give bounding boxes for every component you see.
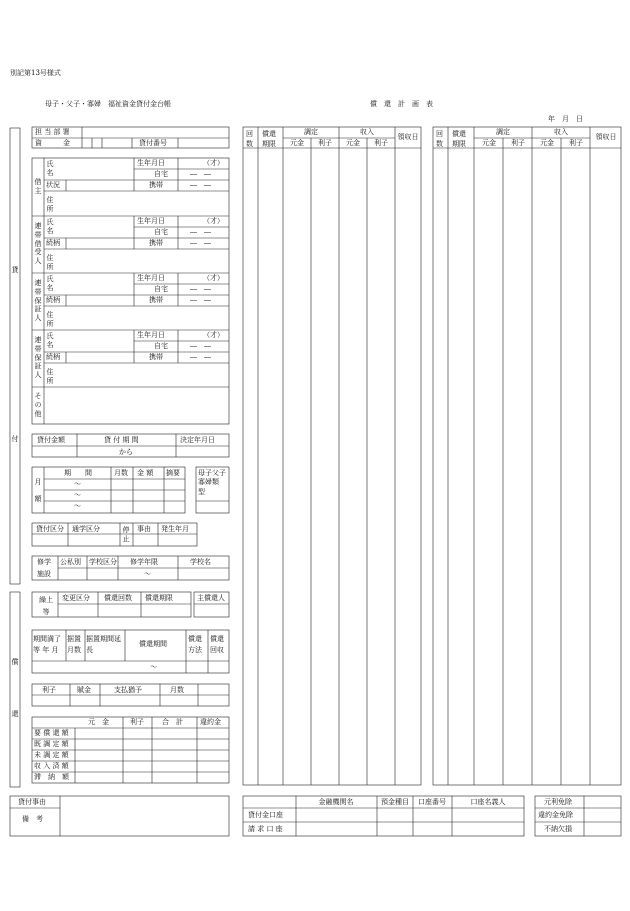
- schedule2-times-header: 回数: [436, 130, 443, 148]
- monthly-label: 月額: [34, 478, 42, 503]
- guarantor1-name-label: 氏名: [46, 275, 54, 292]
- monthly-tilde-3: ～: [74, 502, 81, 510]
- amounts-interest-header: 利子: [130, 718, 144, 726]
- bank-name-header: 金融機関名: [318, 798, 354, 806]
- default-loss-label: 不納欠損: [544, 825, 572, 833]
- schedule1-adjust-header: 調定: [304, 128, 318, 136]
- borrower-birth-label: 生年月日: [137, 159, 165, 167]
- borrower-mobile-dash: ― ―: [190, 181, 211, 189]
- commute-category-label: 通学区分: [72, 525, 100, 533]
- side-label-repay-b: 還: [11, 710, 19, 718]
- facility-label: 施設: [37, 570, 51, 578]
- joint-name-label: 氏名: [46, 218, 54, 235]
- loan-amount-label: 貸付金額: [37, 436, 65, 444]
- monthly-amount-header: 金 額: [137, 469, 154, 477]
- loan-category-label: 貸付区分: [36, 525, 64, 533]
- borrower-mobile-label: 携帯: [149, 181, 163, 189]
- side-label-repay-a: 償: [11, 658, 19, 666]
- account-no-header: 口座番号: [418, 798, 446, 806]
- joint-address-label: 住所: [46, 254, 54, 271]
- school-type-label: 学校区分: [89, 558, 117, 566]
- loan-period-label: 貸 付 期 間: [104, 436, 139, 444]
- schedule2-adjust-principal: 元金: [482, 139, 496, 147]
- change-category-label: 変更区分: [62, 594, 90, 602]
- monthly-tilde-1: ～: [74, 480, 81, 488]
- amounts-row-label: 収 入 済 額: [34, 762, 69, 770]
- guarantor2-mobile-dash: ― ―: [190, 353, 211, 361]
- borrower-status-label: 状況: [46, 181, 60, 189]
- stop-label: 停止: [122, 526, 130, 543]
- study-period-label: 修学年限: [130, 558, 158, 566]
- amounts-row-label: 既 調 定 額: [34, 740, 69, 748]
- amounts-row-label: 滞 納 額: [34, 773, 69, 781]
- borrower-home-dash: ― ―: [190, 170, 211, 178]
- dept-label: 担 当 部 署: [35, 128, 70, 136]
- date-label: 年 月 日: [548, 115, 583, 123]
- decision-date-label: 決定年月日: [180, 436, 215, 444]
- deposit-type-header: 預金種目: [381, 798, 409, 806]
- early-label: 繰上等: [39, 596, 53, 616]
- amounts-penalty-header: 違約金: [200, 718, 221, 726]
- guarantor2-name-label: 氏名: [46, 332, 54, 349]
- guarantor1-home-label: 自宅: [154, 285, 168, 293]
- joint-age-label: （才）: [203, 217, 224, 225]
- amounts-total-header: 合 計: [162, 718, 183, 726]
- schedule-title: 償 還 計 画 表: [370, 100, 433, 108]
- borrower-label: 借主: [34, 178, 42, 195]
- grace-end-label: 期間満了等 年 月: [33, 635, 61, 654]
- guarantor2-age-label: （才）: [203, 331, 224, 339]
- grace-extension-label: 据置期間延 長: [86, 635, 135, 654]
- schedule2-due-header: 償還期限: [452, 130, 466, 148]
- guarantor1-address-label: 住所: [46, 311, 54, 328]
- remarks-label: 備 考: [22, 815, 43, 823]
- main-repayer-label: 主償還人: [197, 594, 225, 602]
- schedule2-income-interest: 利子: [569, 139, 583, 147]
- schedule2-adjust-interest: 利子: [511, 139, 525, 147]
- side-label-loan-a: 貸: [11, 266, 19, 274]
- amounts-row-label: 要 償 還 額: [34, 729, 69, 737]
- schedule2-adjust-header: 調定: [496, 128, 510, 136]
- joint-home-dash: ― ―: [190, 228, 211, 236]
- monthly-months-header: 月数: [114, 469, 128, 477]
- billing-account-label: 請 求 口 座: [248, 825, 283, 833]
- fund-label: 資 金: [35, 139, 70, 147]
- repay-count-label: 償還回数: [104, 594, 132, 602]
- borrower-name-label: 氏名: [46, 160, 54, 177]
- joint-mobile-label: 携帯: [149, 239, 163, 247]
- joint-borrower-label: 連帯借受人: [34, 222, 42, 265]
- guarantor2-address-label: 住所: [46, 368, 54, 385]
- schedule1-receipt-header: 領収日: [397, 133, 419, 141]
- form-number: 別記第13号様式: [10, 69, 61, 77]
- guarantor2-label: 連帯保証人: [34, 336, 42, 379]
- joint-home-label: 自宅: [154, 228, 168, 236]
- schedule2-income-header: 収入: [554, 128, 568, 136]
- amounts-principal-header: 元 金: [88, 718, 109, 726]
- schedule2-income-principal: 元金: [540, 139, 554, 147]
- guarantor1-label: 連帯保証人: [34, 279, 42, 322]
- monthly-summary-header: 摘要: [166, 469, 180, 477]
- guarantor2-mobile-label: 携帯: [149, 353, 163, 361]
- monthly-period-header: 期 間: [64, 469, 92, 477]
- grace-months-label: 据置月数: [67, 635, 81, 654]
- waiver-interest-label: 元利免除: [544, 798, 572, 806]
- other-label: その他: [34, 392, 42, 418]
- hikin-label: 賦金: [77, 686, 91, 694]
- interest-label: 利子: [42, 686, 56, 694]
- schedule1-adjust-interest: 利子: [318, 139, 332, 147]
- guarantor2-home-dash: ― ―: [190, 342, 211, 350]
- borrower-address-label: 住所: [46, 196, 54, 213]
- guarantor1-birth-label: 生年月日: [137, 274, 165, 282]
- household-type-label: 母子父子寡婦類 型: [198, 469, 226, 496]
- waiver-penalty-label: 違約金免除: [538, 811, 573, 819]
- joint-birth-label: 生年月日: [137, 217, 165, 225]
- guarantor1-home-dash: ― ―: [190, 285, 211, 293]
- deferral-label: 支払猶予: [114, 686, 142, 694]
- months-label: 月数: [170, 686, 184, 694]
- loan-account-label: 貸付金口座: [248, 811, 283, 819]
- monthly-tilde-2: ～: [74, 491, 81, 499]
- schedule1-due-header: 償還期限: [262, 130, 276, 148]
- joint-mobile-dash: ― ―: [190, 239, 211, 247]
- schedule1-income-interest: 利子: [374, 139, 388, 147]
- school-name-label: 学校名: [190, 558, 211, 566]
- loan-reason-label: 貸付事由: [18, 798, 46, 806]
- guarantor1-relation-label: 続柄: [46, 296, 60, 304]
- amounts-row-label: 未 調 定 額: [34, 751, 69, 759]
- schedule1-times-header: 回数: [246, 130, 253, 148]
- study-label: 修学: [37, 558, 51, 566]
- schedule2-receipt-header: 領収日: [595, 133, 617, 141]
- schedule1-adjust-principal: 元金: [290, 139, 304, 147]
- repay-period-label: 償還期間: [139, 640, 167, 648]
- loan-no-label: 貸付番号: [139, 139, 167, 147]
- reason-label: 事由: [137, 525, 151, 533]
- side-label-loan-b: 付: [11, 435, 19, 443]
- repay-period-tilde: ～: [150, 663, 157, 671]
- guarantor1-age-label: （才）: [203, 274, 224, 282]
- borrower-home-label: 自宅: [154, 170, 168, 178]
- repay-times-label: 償還回収: [210, 635, 224, 654]
- occurred-label: 発生年月: [161, 525, 189, 533]
- account-holder-header: 口座名義人: [470, 798, 506, 806]
- guarantor2-birth-label: 生年月日: [137, 331, 165, 339]
- schedule1-income-principal: 元金: [346, 139, 360, 147]
- repay-method-label: 償還方法: [188, 635, 202, 654]
- joint-relation-label: 続柄: [46, 239, 60, 247]
- repay-deadline-label: 償還期限: [145, 594, 173, 602]
- public-private-label: 公私別: [60, 558, 81, 566]
- guarantor2-home-label: 自宅: [154, 342, 168, 350]
- guarantor2-relation-label: 続柄: [46, 353, 60, 361]
- schedule1-income-header: 収入: [360, 128, 374, 136]
- from-label: から: [119, 448, 133, 456]
- guarantor1-mobile-dash: ― ―: [190, 296, 211, 304]
- guarantor1-mobile-label: 携帯: [149, 296, 163, 304]
- register-title: 母子・父子・寡婦 福祉資金貸付金台帳: [45, 100, 171, 108]
- borrower-age-label: （才）: [203, 159, 224, 167]
- study-tilde: ～: [144, 570, 151, 578]
